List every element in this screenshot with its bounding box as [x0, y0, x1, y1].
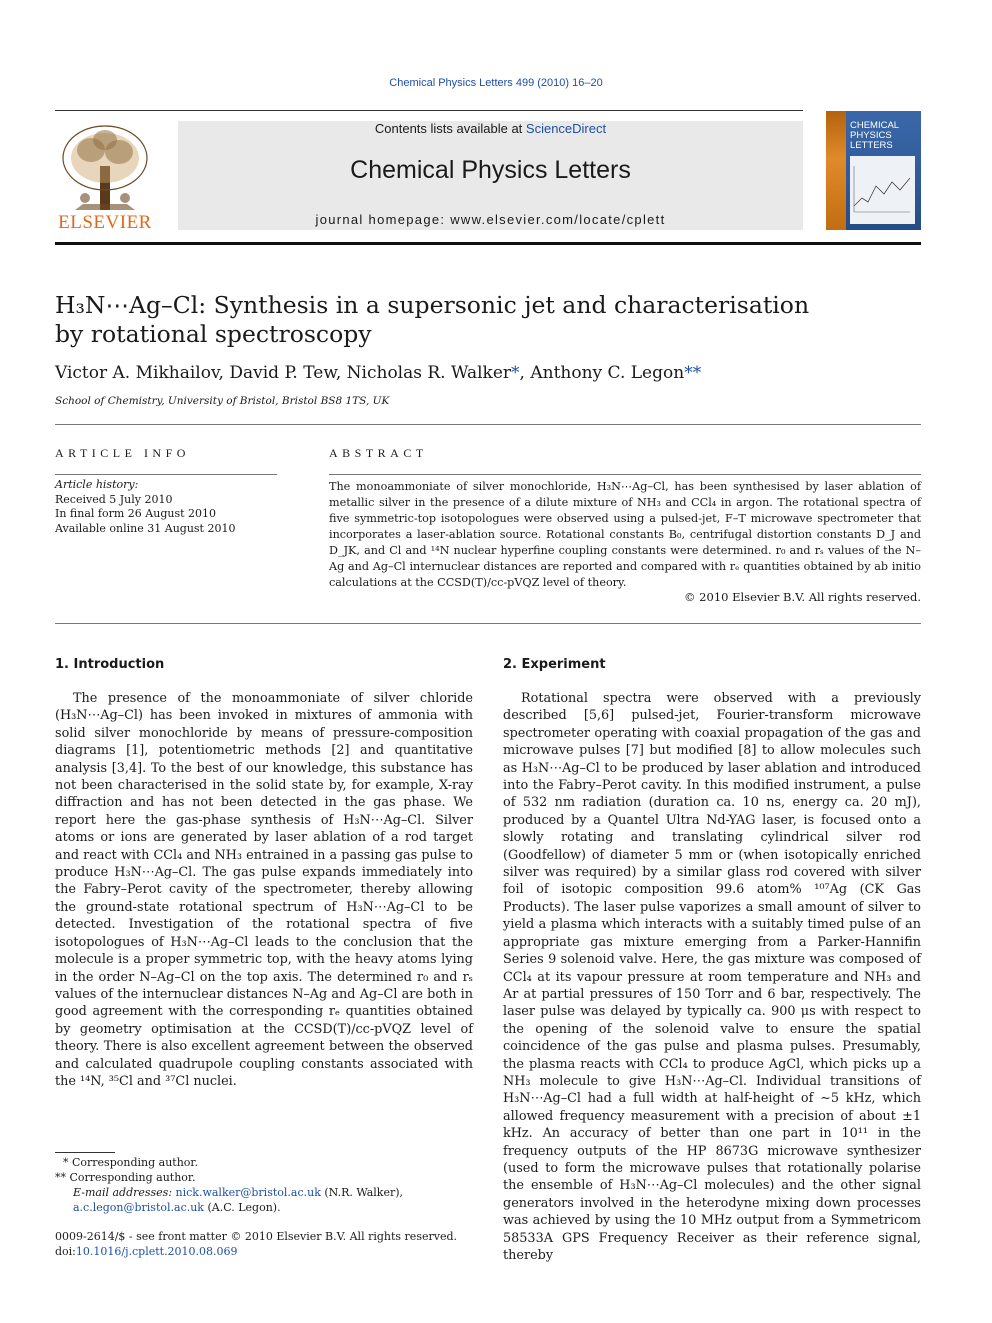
author-list [55, 363, 701, 383]
history-label: Article history: [55, 478, 139, 491]
journal-name: Chemical Physics Letters [350, 156, 631, 184]
doi-prefix: doi: [55, 1244, 76, 1258]
header-rule [55, 110, 803, 111]
citation-link[interactable]: Chemical Physics Letters 499 (2010) 16–20 [389, 77, 603, 89]
experiment-body [503, 690, 921, 1264]
sciencedirect-link[interactable]: ScienceDirect [525, 121, 607, 136]
title-line-2: by rotational spectroscopy [55, 320, 372, 348]
intro-paragraph: The presence of the monoammoniate of silver chloride (H₃N⋯Ag–Cl) has been invoked in mixtures of ammonia with solid silver monochloride by means of pressure-composition diagrams [1], potentiometric methods [2] and quantitative analysis [3,4]. To the best of our knowledge, this substance has not been characterised in the solid state by, for example, X-ray diffraction and has not been detected in the gas phase. We report here the gas-phase synthesis of H₃N⋯Ag–Cl. Silver atoms or ions are generated by laser ablation of a rod target and react with CCl₄ and NH₃ entrained in a passing gas pulse to produce H₃N⋯Ag–Cl. The gas pulse expands immediately into the Fabry–Perot cavity of the spectrometer, thereby allowing the ground-state rotational spectrum of H₃N⋯Ag–Cl to be detected. Investigation of the rotational spectra of five isotopologues of H₃N⋯Ag–Cl leads to the conclusion that the molecule is a proper symmetric top, with the heavy atoms lying in the order N–Ag–Cl on the top axis. The determined r₀ and rₛ values of the internuclear distances N–Ag and Ag–Cl are both in good agreement with the corresponding rₑ quantities obtained by geometry optimisation at the CCSD(T)/cc-pVQZ level of theory. There is also excellent agreement between the observed and calculated quadrupole coupling constants associated with the ¹⁴N, ³⁵Cl and ³⁷Cl nuclei. [55, 691, 473, 1089]
divider-2 [55, 623, 921, 624]
article-history [55, 478, 235, 536]
journal-citation [0, 77, 992, 89]
author-footnote-mark-2[interactable]: ** [684, 363, 702, 383]
divider [55, 424, 921, 425]
experiment-paragraph: Rotational spectra were observed with a previously described [5,6] pulsed-jet, Fourier-transform microwave spectrometer operating with coaxial propagation of the gas and microwave pulses [7] but modified [8] to allow molecules such as H₃N⋯Ag–Cl to be produced by laser ablation and introduced into the Fabry–Perot cavity. In this modified instrument, a pulse of 532 nm radiation (duration ca. 10 ns, energy ca. 20 mJ), produced by a Quantel Ultra Nd-YAG laser, is focused onto a slowly rotating and translating cylindrical silver rod (Goodfellow) of diameter 5 mm or (when isotopically enriched silver was required) by a similar glass rod covered with silver foil of isotopic composition 99.6 atom% ¹⁰⁷Ag (CK Gas Products). The laser pulse vaporizes a small amount of silver to yield a plasma which interacts with a suitably timed pulse of an appropriate gas mixture emerging from a Parker-Hannifin Series 9 solenoid valve. Here, the gas mixture was composed of CCl₄ at its vapour pressure at room temperature and NH₃ and Ar at partial pressures of 150 Torr and 6 bar, respectively. The laser pulse was delayed by typically ca. 900 μs with respect to the opening of the solenoid valve to ensure the spatial coincidence of the gas pulse and plasma pulses. Presumably, the plasma reacts with CCl₄ to produce AgCl, which picks up a NH₃ molecule to give H₃N⋯Ag–Cl. Individual transitions of H₃N⋯Ag–Cl had a full width at half-height of ∼5 kHz, which allowed frequency measurement with a precision of about ±1 kHz. An accuracy of better than one part in 10¹¹ in the frequency outputs of the HP 8673G microwave synthesizer (used to form the microwave pulses that rotationally polarise the ensemble of H₃N⋯Ag–Cl molecules) and the other signal generators involved in the heterodyne mixing down processes was achieved by using the 10 MHz output from a Symmetricom 58533A GPS Frequency Receiver as their reference signal, thereby [503, 691, 921, 1263]
issn-line: 0009-2614/$ - see front matter © 2010 Elsevier B.V. All rights reserved. [55, 1230, 457, 1243]
email-line [55, 1185, 473, 1215]
intro-body [55, 690, 473, 1090]
footnote-2: ** Corresponding author. [55, 1171, 196, 1184]
article-info-heading: ARTICLE INFO [55, 446, 190, 460]
publisher-logo-text: ELSEVIER [58, 212, 152, 233]
abstract-rule [329, 474, 921, 475]
email-walker-link[interactable]: nick.walker@bristol.ac.uk [175, 1186, 321, 1199]
experiment-heading: 2. Experiment [503, 657, 606, 672]
email-legon-link[interactable]: a.c.legon@bristol.ac.uk [73, 1201, 204, 1214]
author-footnote-mark-1[interactable]: * [511, 363, 520, 383]
article-title [55, 291, 809, 349]
final-form-date: In final form 26 August 2010 [55, 507, 217, 520]
affiliation: School of Chemistry, University of Bristol, Bristol BS8 1TS, UK [55, 395, 390, 407]
cover-title: CHEMICAL PHYSICS LETTERS [850, 120, 899, 151]
journal-homepage[interactable]: journal homepage: www.elsevier.com/locate/cplett [315, 212, 666, 227]
abstract-copyright: © 2010 Elsevier B.V. All rights reserved. [684, 590, 921, 604]
cover-strip [826, 111, 846, 230]
footnotes [55, 1155, 473, 1215]
authors-text: Victor A. Mikhailov, David P. Tew, Nicholas R. Walker [55, 363, 512, 383]
doi-link[interactable]: 10.1016/j.cplett.2010.08.069 [75, 1244, 238, 1258]
abstract-text: The monoammoniate of silver monochloride, H₃N⋯Ag–Cl, has been synthesised by laser ablation of metallic silver in the presence of a dilute mixture of NH₃ and CCl₄ in argon. The rotational spectra of five symmetric-top isotopologues were observed using a pulsed-jet, F–T microwave spectrometer that incorporates a laser-ablation source. Rotational constants B₀, centrifugal distortion constants D_J and D_JK, and Cl and ¹⁴N nuclear hyperfine coupling constants were determined. r₀ and rₛ values of the N–Ag and Ag–Cl internuclear distances are reported and compared with rₑ quantities obtained by ab initio calculations at the CCSD(T)/cc-pVQZ level of theory. [329, 480, 921, 589]
title-line-1: H₃N⋯Ag–Cl: Synthesis in a supersonic jet and characterisation [55, 291, 810, 319]
footnote-1: * Corresponding author. [63, 1156, 198, 1169]
email-walker-name: (N.R. Walker), [320, 1186, 404, 1199]
intro-heading: 1. Introduction [55, 657, 165, 672]
cover-figure [850, 156, 915, 224]
article-info-rule [55, 474, 277, 475]
cover-graph-icon [850, 156, 915, 224]
contents-prefix: Contents lists available at [374, 121, 526, 136]
email-label: E-mail addresses: [73, 1186, 176, 1199]
received-date: Received 5 July 2010 [55, 492, 173, 506]
header-thick-rule [55, 242, 921, 245]
online-date: Available online 31 August 2010 [55, 521, 236, 535]
footnote-rule [55, 1152, 115, 1153]
email-legon-name: (A.C. Legon). [203, 1201, 281, 1214]
contents-line [178, 121, 803, 136]
front-matter [55, 1230, 457, 1259]
abstract-heading: ABSTRACT [329, 446, 428, 460]
authors-separator: , Anthony C. Legon [519, 363, 685, 383]
elsevier-logo [55, 118, 155, 238]
doi-line [55, 1245, 457, 1260]
